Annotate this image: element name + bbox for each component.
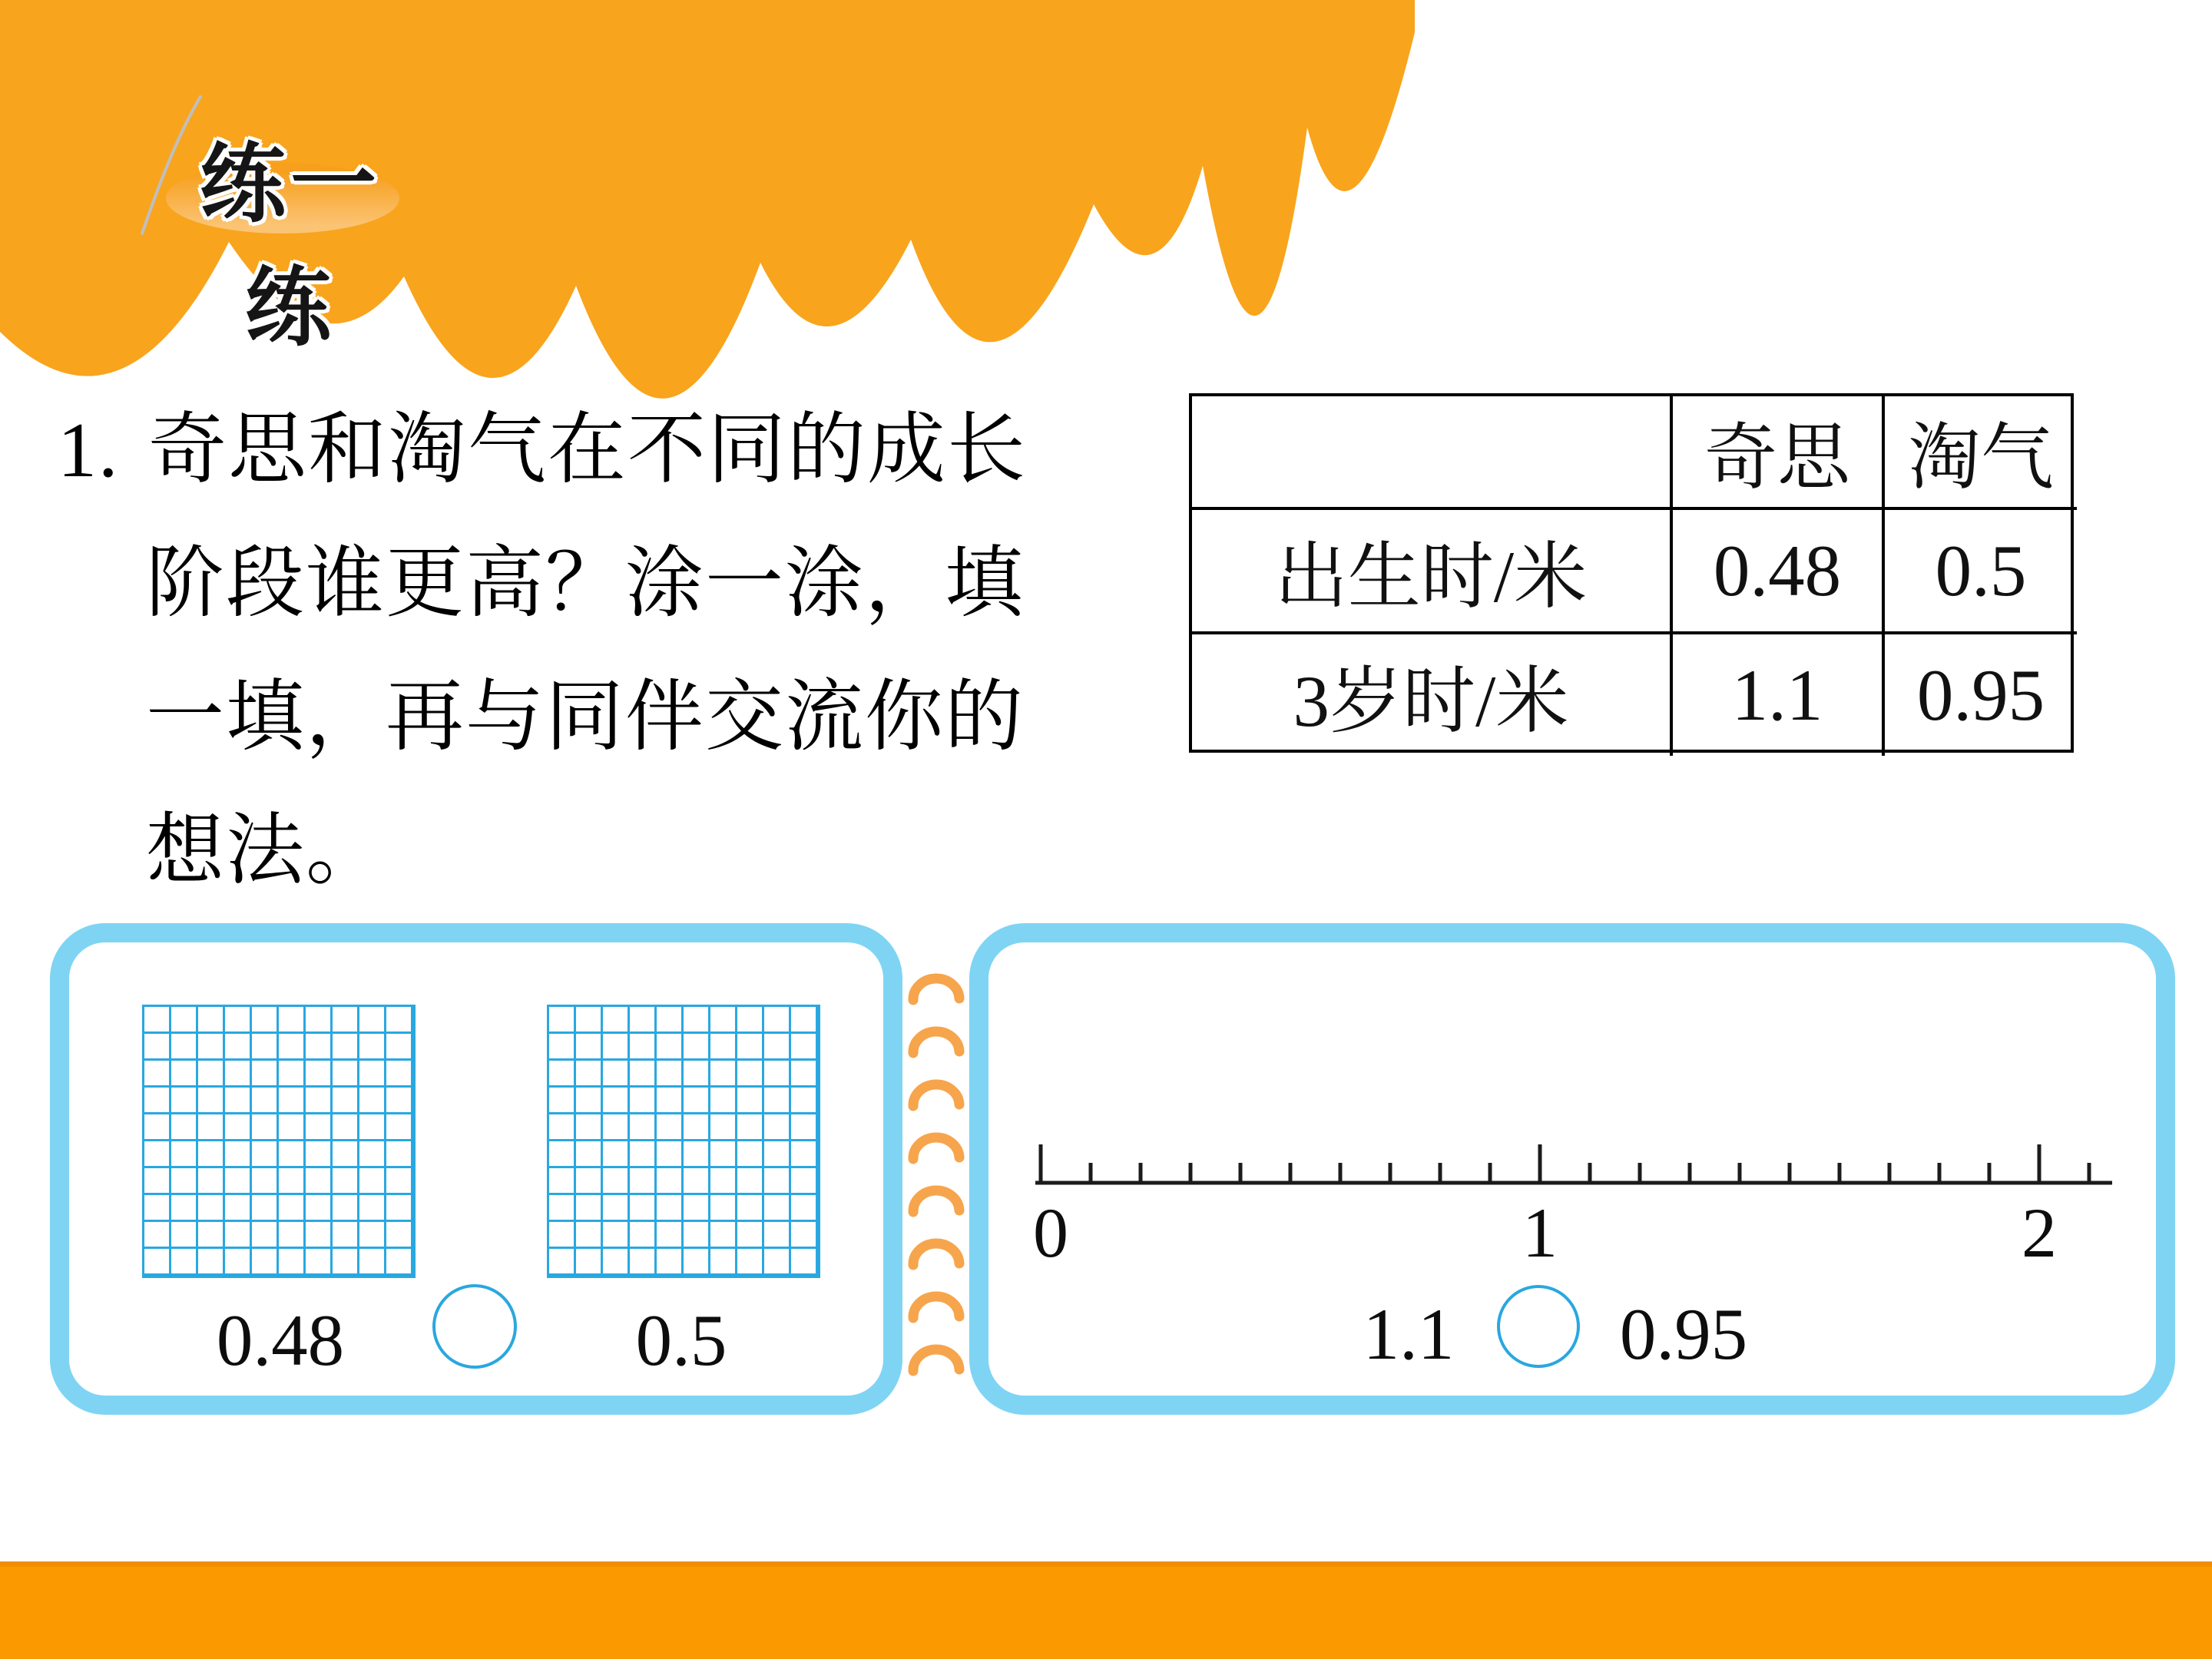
numberline-right-value: 0.95 xyxy=(1619,1293,1748,1375)
problem-line-2: 阶段谁更高？涂一涂，填 xyxy=(146,541,1025,628)
problem-line-1 xyxy=(58,402,1148,500)
table-value-age3-qisi: 1.1 xyxy=(1670,631,1882,756)
table-corner-cell xyxy=(1192,396,1670,507)
hundred-grid-right[interactable] xyxy=(547,1005,820,1278)
problem-line-1-text: 奇思和淘气在不同的成长 xyxy=(148,407,1027,494)
grid-left-value: 0.48 xyxy=(216,1300,345,1381)
hundred-grid-left[interactable] xyxy=(142,1005,416,1278)
table-row-label-age3: 3岁时/米 xyxy=(1192,631,1670,756)
footer-bar xyxy=(0,1561,2212,1659)
binding-ring-icon xyxy=(906,1231,966,1271)
table-header-taoqi: 淘气 xyxy=(1882,396,2077,507)
binding-ring-icon xyxy=(906,1178,966,1218)
numberline-label-1: 1 xyxy=(1522,1194,1558,1272)
binding-ring-icon xyxy=(906,1072,966,1112)
binding-ring-icon xyxy=(906,1284,966,1324)
table-header-qisi: 奇思 xyxy=(1670,396,1882,507)
numberline-label-2: 2 xyxy=(2022,1194,2057,1272)
problem-line-4: 想法。 xyxy=(146,808,386,895)
comparison-circle-grids[interactable] xyxy=(432,1284,517,1369)
problem-number: 1. xyxy=(58,407,120,494)
grid-right-value: 0.5 xyxy=(635,1300,727,1381)
problem-line-3: 一填，再与同伴交流你的 xyxy=(146,674,1025,761)
binding-ring-icon xyxy=(906,966,966,1006)
table-value-birth-qisi: 0.48 xyxy=(1670,507,1882,631)
numberline-label-0: 0 xyxy=(1033,1194,1068,1272)
numberline-left-value: 1.1 xyxy=(1363,1293,1455,1375)
binding-ring-icon xyxy=(906,1019,966,1059)
page-title: 练一练 xyxy=(200,136,381,356)
table-value-birth-taoqi: 0.5 xyxy=(1882,507,2077,631)
binding-ring-icon xyxy=(906,1337,966,1377)
table-row-label-birth: 出生时/米 xyxy=(1192,507,1670,631)
binding-ring-icon xyxy=(906,1125,966,1165)
height-table xyxy=(1189,393,2074,753)
table-value-age3-taoqi: 0.95 xyxy=(1882,631,2077,756)
